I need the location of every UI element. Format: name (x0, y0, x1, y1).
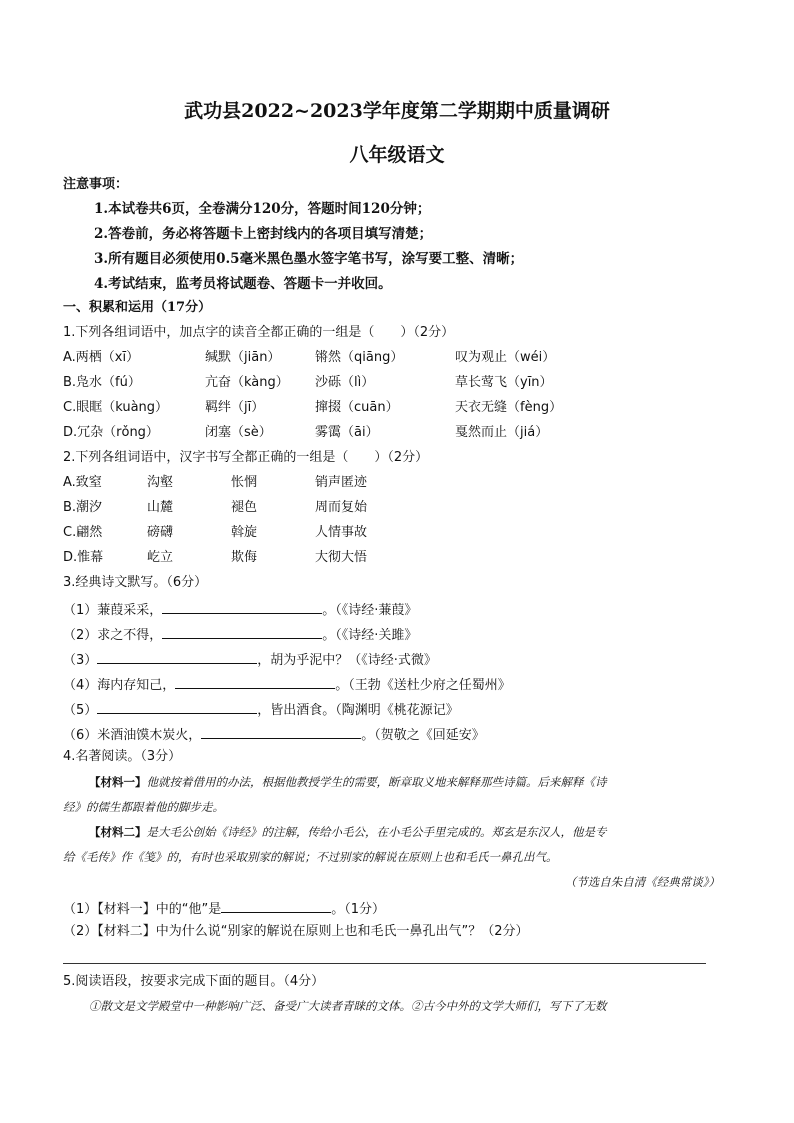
q2-option-a-word: 沟壑 (147, 475, 174, 490)
q3-item-3 (63, 649, 437, 670)
q1-option-a-word: 叹为观止（wéi） (455, 350, 556, 365)
answer-line[interactable] (63, 963, 706, 964)
notice-item: 4.考试结束，监考员将试题卷、答题卡一并收回。 (94, 276, 392, 292)
answer-blank[interactable] (221, 898, 331, 913)
material-1-line (89, 774, 607, 791)
answer-blank[interactable] (201, 724, 361, 739)
q2-option-a-word: 怅惘 (231, 475, 258, 490)
q2-option-a: A.致窒 (63, 475, 102, 490)
q3-item-number: （6） (63, 728, 98, 743)
q3-item-text: 米酒油馍木炭火， (97, 728, 202, 743)
q3-item-text: 求之不得， (97, 628, 163, 643)
q1-option-d: D.冗杂（rǒng） (63, 425, 159, 440)
q3-item-2 (63, 624, 417, 645)
answer-blank[interactable] (175, 674, 335, 689)
q3-item-number: （1） (63, 603, 98, 618)
material-2-text-continued: 给《毛传》作《笺》的，有时也采取别家的解说；不过别家的解说在原则上也和毛氏一鼻孔出气。 (63, 850, 558, 864)
q1-option-d-word: 戛然而止（jiá） (455, 425, 549, 440)
q1-option-c-word: 撺掇（cuān） (315, 400, 399, 415)
q3-item-source: ，胡为乎泥中？（《诗经·式微》 (257, 653, 437, 668)
q3-item-number: （3） (63, 653, 98, 668)
q1-option-a: A.两栖（xī） (63, 350, 140, 365)
q1-option-c-word: 天衣无缝（fèng） (455, 400, 563, 415)
q3-item-number: （5） (63, 703, 98, 718)
q3-item-source: 。（王勃《送杜少府之任蜀州》 (335, 678, 511, 693)
q3-item-source: 。（《诗经·关雎》 (322, 628, 418, 643)
question-3-stem: 3.经典诗文默写。（6分） (63, 575, 208, 590)
q3-item-number: （4） (63, 678, 98, 693)
q1-option-b-word: 亢奋（kàng） (205, 375, 289, 390)
exam-subtitle: 八年级语文 (349, 144, 445, 166)
material-1-text-continued: 经》的儒生都跟着他的脚步走。 (63, 800, 224, 814)
q1-option-b-word: 沙砾（lì） (315, 375, 375, 390)
question-2-stem: 2.下列各组词语中，汉字书写全都正确的一组是（ ）（2分） (63, 450, 429, 465)
q2-option-d-word: 欺侮 (231, 550, 258, 565)
material-2-line (89, 824, 607, 841)
q1-option-a-word: 缄默（jiān） (205, 350, 281, 365)
q3-item-source: ，皆出酒食。（陶渊明《桃花源记》 (257, 703, 459, 718)
question-5-stem: 5.阅读语段，按要求完成下面的题目。（4分） (63, 974, 325, 989)
q1-option-c-word: 羁绊（jī） (205, 400, 265, 415)
q4-sub-1-text: （1）【材料一】中的“他”是 (63, 902, 222, 917)
answer-blank[interactable] (162, 624, 322, 639)
q3-item-source: 。（贺敬之《回延安》 (361, 728, 485, 743)
q3-item-text: 海内存知己， (97, 678, 176, 693)
material-2-text: 是大毛公创始《诗经》的注解，传给小毛公，在小毛公手里完成的。郑玄是东汉人，他是专 (146, 825, 607, 839)
q4-sub-2: （2）【材料二】中为什么说“别家的解说在原则上也和毛氏一鼻孔出气”？（2分） (63, 924, 529, 939)
section-title: 一、积累和运用（17分） (63, 300, 212, 315)
q3-item-text: 蒹葭采采， (97, 603, 163, 618)
q2-option-d-word: 屹立 (147, 550, 174, 565)
answer-blank[interactable] (97, 649, 257, 664)
q1-option-a-word: 锵然（qiāng） (315, 350, 404, 365)
q1-option-c: C.眼眶（kuàng） (63, 400, 169, 415)
q2-option-d-word: 大彻大悟 (315, 550, 368, 565)
q3-item-6 (63, 724, 485, 745)
q3-item-source: 。（《诗经·蒹葭》 (322, 603, 418, 618)
q2-option-c: C.翩然 (63, 525, 103, 540)
q4-sub-1-score: 。（1分） (331, 902, 386, 917)
q3-item-1 (63, 599, 417, 620)
q4-sub-1 (63, 898, 385, 919)
notice-item: 3.所有题目必须使用0.5毫米黑色墨水签字笔书写，涂写要工整、清晰； (94, 251, 524, 267)
exam-title: 武功县2022~2023学年度第二学期期中质量调研 (184, 100, 610, 122)
q3-item-number: （2） (63, 628, 98, 643)
q1-option-d-word: 雾霭（āi） (315, 425, 379, 440)
q2-option-b-word: 山麓 (147, 500, 174, 515)
q1-option-b-word: 草长莺飞（yīn） (455, 375, 553, 390)
notice-item: 1.本试卷共6页，全卷满分120分，答题时间120分钟； (94, 201, 431, 217)
material-source: （节选自朱自清《经典常谈》） (564, 875, 720, 889)
q1-option-d-word: 闭塞（sè） (205, 425, 272, 440)
q2-option-a-word: 销声匿迹 (315, 475, 368, 490)
q3-item-5 (63, 699, 459, 720)
q1-option-b: B.凫水（fú） (63, 375, 141, 390)
q3-item-4 (63, 674, 511, 695)
notice-heading: 注意事项： (63, 177, 129, 192)
question-4-stem: 4.名著阅读。（3分） (63, 749, 182, 764)
material-1-label: 【材料一】 (89, 775, 147, 789)
notice-item: 2.答卷前，务必将答题卡上密封线内的各项目填写清楚； (94, 226, 433, 242)
q2-option-b: B.潮汐 (63, 500, 103, 515)
q2-option-c-word: 斡旋 (231, 525, 258, 540)
question-1-stem: 1.下列各组词语中，加点字的读音全都正确的一组是（ ）（2分） (63, 325, 455, 340)
q2-option-d: D.惟幕 (63, 550, 104, 565)
material-1-text: 他就按着借用的办法，根据他教授学生的需要，断章取义地来解释那些诗篇。后来解释《诗 (146, 775, 607, 789)
answer-blank[interactable] (97, 699, 257, 714)
q2-option-b-word: 周而复始 (315, 500, 368, 515)
q2-option-c-word: 磅礴 (147, 525, 174, 540)
q5-passage: ①散文是文学殿堂中一种影响广泛、备受广大读者青睐的文体。②古今中外的文学大师们，写下了无数 (89, 999, 607, 1013)
q2-option-b-word: 褪色 (231, 500, 258, 515)
q2-option-c-word: 人情事故 (315, 525, 368, 540)
answer-blank[interactable] (162, 599, 322, 614)
material-2-label: 【材料二】 (89, 825, 147, 839)
